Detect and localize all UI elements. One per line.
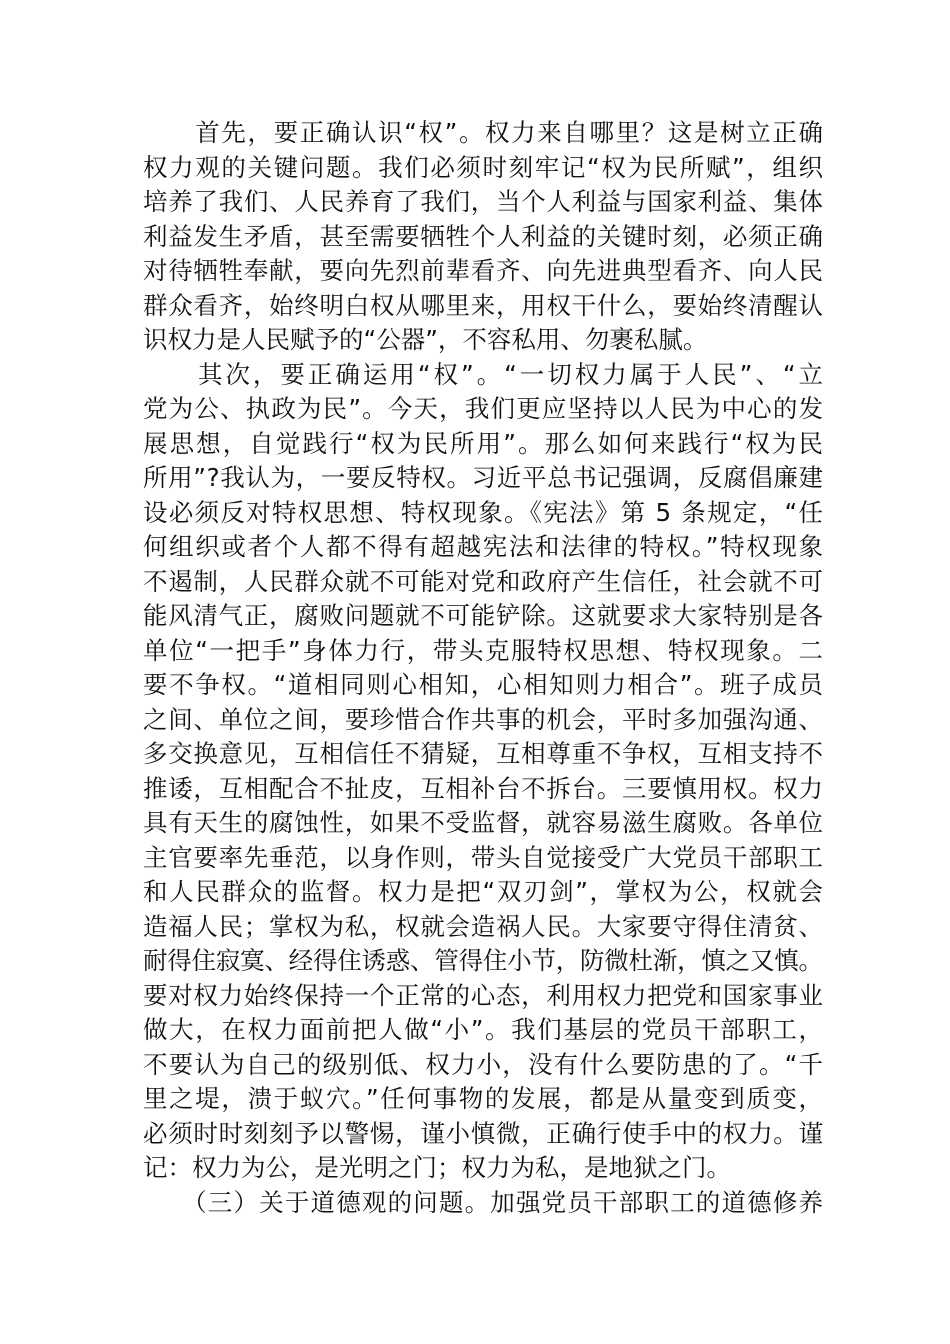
text-line: 其次，要正确运用“权”。“一切权力属于人民”、“立: [143, 359, 826, 389]
text-line: 展思想，自觉践行“权为民所用”。那么如何来践行“权为民: [143, 428, 826, 458]
text-line: 单位“一把手”身体力行，带头克服特权思想、特权现象。二: [143, 635, 825, 665]
text-line: 必须时时刻刻予以警惕，谨小慎微，正确行使手中的权力。谨: [143, 1118, 824, 1148]
text-line: 不要认为自己的级别低、权力小，没有什么要防患的了。“千: [143, 1049, 825, 1079]
text-line: 造福人民；掌权为私，权就会造祸人民。大家要守得住清贫、: [143, 911, 824, 941]
text-line: 培养了我们、人民养育了我们，当个人利益与国家利益、集体: [143, 187, 824, 216]
text-line: 主官要率先垂范，以身作则，带头自觉接受广大党员干部职工: [143, 842, 824, 872]
text-line: 对待牺牲奉献，要向先烈前辈看齐、向先进典型看齐、向人民: [143, 256, 824, 285]
text-line: 多交换意见，互相信任不猜疑，互相尊重不争权，互相支持不: [143, 739, 824, 768]
text-line: 和人民群众的监督。权力是把“双刃剑”，掌权为公，权就会: [143, 877, 825, 906]
text-line: 何组织或者个人都不得有超越宪法和法律的特权。”特权现象: [143, 532, 825, 561]
text-line: 能风清气正，腐败问题就不可能铲除。这就要求大家特别是各: [143, 601, 824, 630]
text-line: 之间、单位之间，要珍惜合作共事的机会，平时多加强沟通、: [143, 704, 824, 734]
text-line: 群众看齐，始终明白权从哪里来，用权干什么，要始终清醒认: [143, 290, 824, 320]
text-line: 要对权力始终保持一个正常的心态，利用权力把党和国家事业: [143, 980, 824, 1010]
text-line: 首先，要正确认识“权”。权力来自哪里？这是树立正确: [143, 118, 825, 147]
text-line: 利益发生矛盾，甚至需要牺牲个人利益的关键时刻，必须正确: [143, 221, 824, 251]
text-line: 具有天生的腐蚀性，如果不受监督，就容易滋生腐败。各单位: [143, 808, 824, 837]
text-line: 不遏制，人民群众就不可能对党和政府产生信任，社会就不可: [143, 566, 824, 596]
text-line: 所用”?我认为，一要反特权。习近平总书记强调，反腐倡廉建: [143, 463, 824, 492]
document-body: [143, 116, 826, 1220]
text-line: 里之堤，溃于蚁穴。”任何事物的发展，都是从量变到质变，: [143, 1084, 825, 1113]
text-line: 耐得住寂寞、经得住诱惑、管得住小节，防微杜渐，慎之又慎。: [143, 946, 823, 975]
text-line: 做大，在权力面前把人做“小”。我们基层的党员干部职工，: [143, 1015, 825, 1044]
text-line: 设必须反对特权思想、特权现象。《宪法》第 5 条规定，“任: [143, 497, 825, 527]
text-line: 权力观的关键问题。我们必须时刻牢记“权为民所赋”，组织: [143, 152, 825, 182]
text-line: 要不争权。“道相同则心相知，心相知则力相合”。班子成员: [143, 670, 825, 699]
text-line: 识权力是人民赋予的“公器”，不容私用、勿裹私腻。: [143, 325, 708, 354]
text-line: 党为公、执政为民”。今天，我们更应坚持以人民为中心的发: [143, 394, 825, 423]
text-line: 推诿，互相配合不扯皮，互相补台不拆台。三要慎用权。权力: [143, 773, 824, 803]
text-line: 记：权力为公，是光明之门；权力为私，是地狱之门。: [143, 1153, 731, 1182]
text-line: （三）关于道德观的问题。加强党员干部职工的道德修养: [143, 1187, 825, 1217]
